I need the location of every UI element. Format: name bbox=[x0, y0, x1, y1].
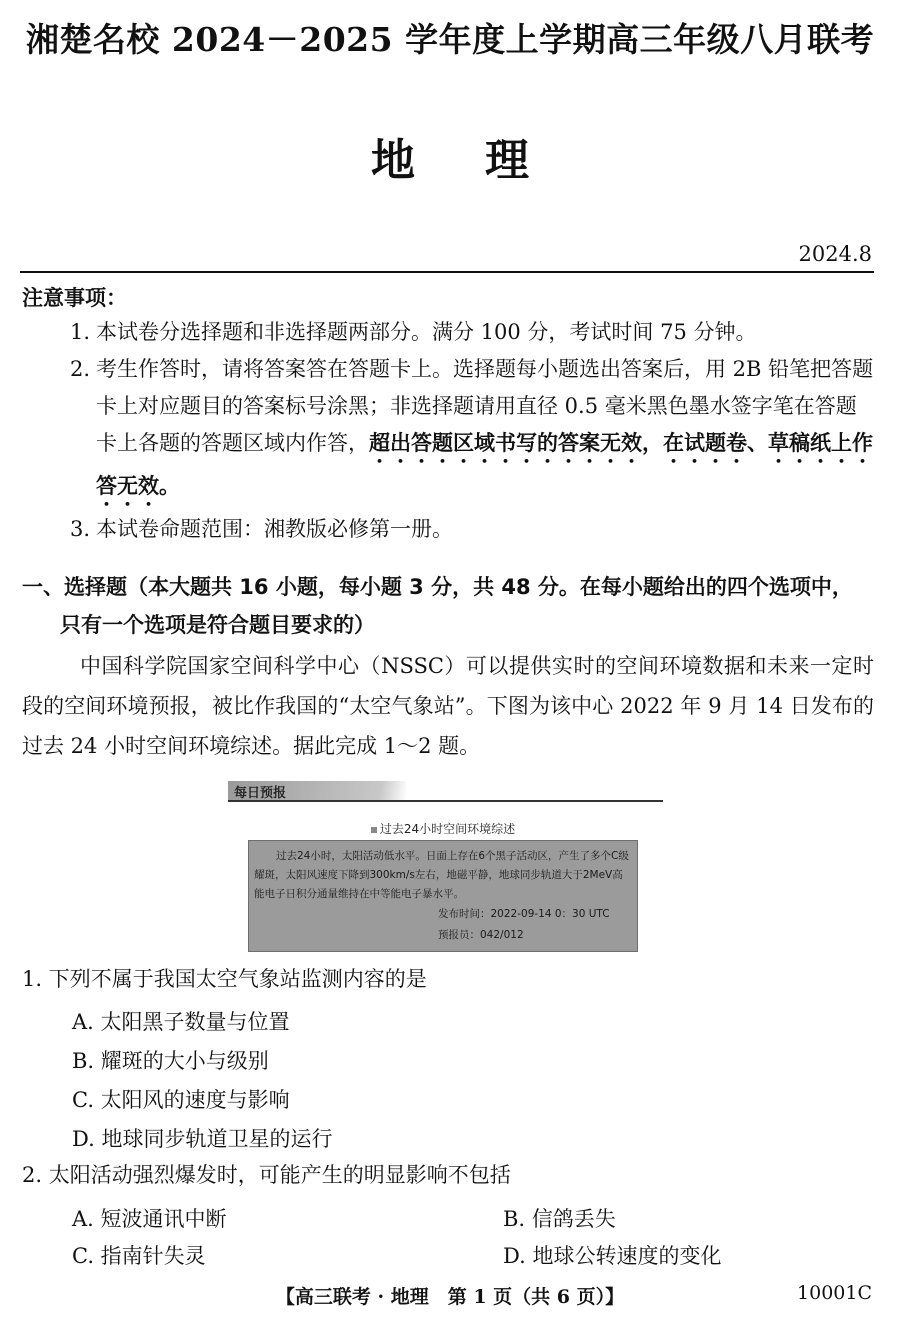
notice-item-text: 考生作答时，请将答案答在答题卡上。选择题每小题选出答案后，用 2B 铅笔把答题卡上对应题目的答案标号涂黑；非选择题请用直径 0.5 毫米黑色墨水签字笔在答题卡上各题的答题区域内作答， bbox=[96, 357, 874, 455]
question-2-stem: 2. 太阳活动强烈爆发时，可能产生的明显影响不包括 bbox=[22, 1163, 511, 1187]
notice-item-2 bbox=[22, 351, 874, 511]
question-1-stem: 1. 下列不属于我国太空气象站监测内容的是 bbox=[22, 967, 427, 991]
notice-list bbox=[22, 314, 874, 548]
question-1-option-b: B. 耀斑的大小与级别 bbox=[72, 1049, 269, 1073]
section-heading-line2: 只有一个选项是符合题目要求的） bbox=[60, 613, 375, 637]
question-1-option-a: A. 太阳黑子数量与位置 bbox=[72, 1010, 290, 1034]
figure-tab bbox=[228, 781, 406, 801]
notice-heading: 注意事项： bbox=[22, 286, 127, 310]
notice-item-3 bbox=[22, 511, 874, 548]
question-2-option-a: A. 短波通讯中断 bbox=[72, 1207, 227, 1231]
notice-item-1 bbox=[22, 314, 874, 351]
question-2-option-d: D. 地球公转速度的变化 bbox=[503, 1244, 722, 1268]
notice-item-emphasis: 超出答题区域书写的答案无效，在试题卷、草稿纸上作答无效。 bbox=[96, 431, 873, 498]
figure-body: 过去24小时，太阳活动低水平。日面上存在6个黑子活动区，产生了多个C级耀斑，太阳风速度下降到300km/s左右，地磁平静，地球同步轨道大于2MeV高能电子日积分通量维持在中等能电子暴水平。 bbox=[254, 850, 629, 900]
paper-code: 10001C bbox=[797, 1282, 872, 1304]
figure-publish-time: 发布时间：2022-09-14 0：30 UTC bbox=[438, 908, 610, 920]
question-2-option-c: C. 指南针失灵 bbox=[72, 1244, 206, 1268]
subject-title: 地理 bbox=[371, 135, 599, 186]
question-1-option-d: D. 地球同步轨道卫星的运行 bbox=[72, 1127, 333, 1151]
question-1-option-c: C. 太阳风的速度与影响 bbox=[72, 1088, 290, 1112]
figure-divider bbox=[228, 800, 663, 802]
square-bullet-icon bbox=[371, 827, 377, 833]
question-2-option-b: B. 信鸽丢失 bbox=[503, 1207, 616, 1231]
section-intro: 中国科学院国家空间科学中心（NSSC）可以提供实时的空间环境数据和未来一定时段的空间环境预报，被比作我国的“太空气象站”。下图为该中心 2022 年 9 月 14 日发布的过去 24 小时空间环境综述。据此完成 1～2 题。 bbox=[22, 654, 874, 758]
page-footer: 【高三联考 · 地理 第 1 页（共 6 页）】 bbox=[275, 1286, 625, 1308]
figure-title bbox=[248, 820, 638, 837]
figure-meta bbox=[438, 904, 610, 946]
header-divider bbox=[20, 271, 874, 273]
notice-item-number: 3. bbox=[70, 517, 91, 541]
notice-item-number: 2. bbox=[70, 357, 91, 381]
figure-tab-label: 每日预报 bbox=[234, 786, 287, 801]
figure-forecaster: 预报员：042/012 bbox=[438, 929, 524, 941]
notice-item-text: 本试卷命题范围：湘教版必修第一册。 bbox=[96, 517, 453, 541]
notice-item-text: 本试卷分选择题和非选择题两部分。满分 100 分，考试时间 75 分钟。 bbox=[96, 320, 757, 344]
figure-title-text: 过去24小时空间环境综述 bbox=[379, 822, 516, 836]
exam-date: 2024.8 bbox=[798, 242, 872, 266]
section-heading bbox=[22, 568, 882, 644]
section-heading-line1: 一、选择题（本大题共 16 小题，每小题 3 分，共 48 分。在每小题给出的四个选项中， bbox=[22, 575, 853, 599]
notice-item-number: 1. bbox=[70, 320, 91, 344]
exam-title: 湘楚名校 2024－2025 学年度上学期高三年级八月联考 bbox=[25, 20, 875, 59]
